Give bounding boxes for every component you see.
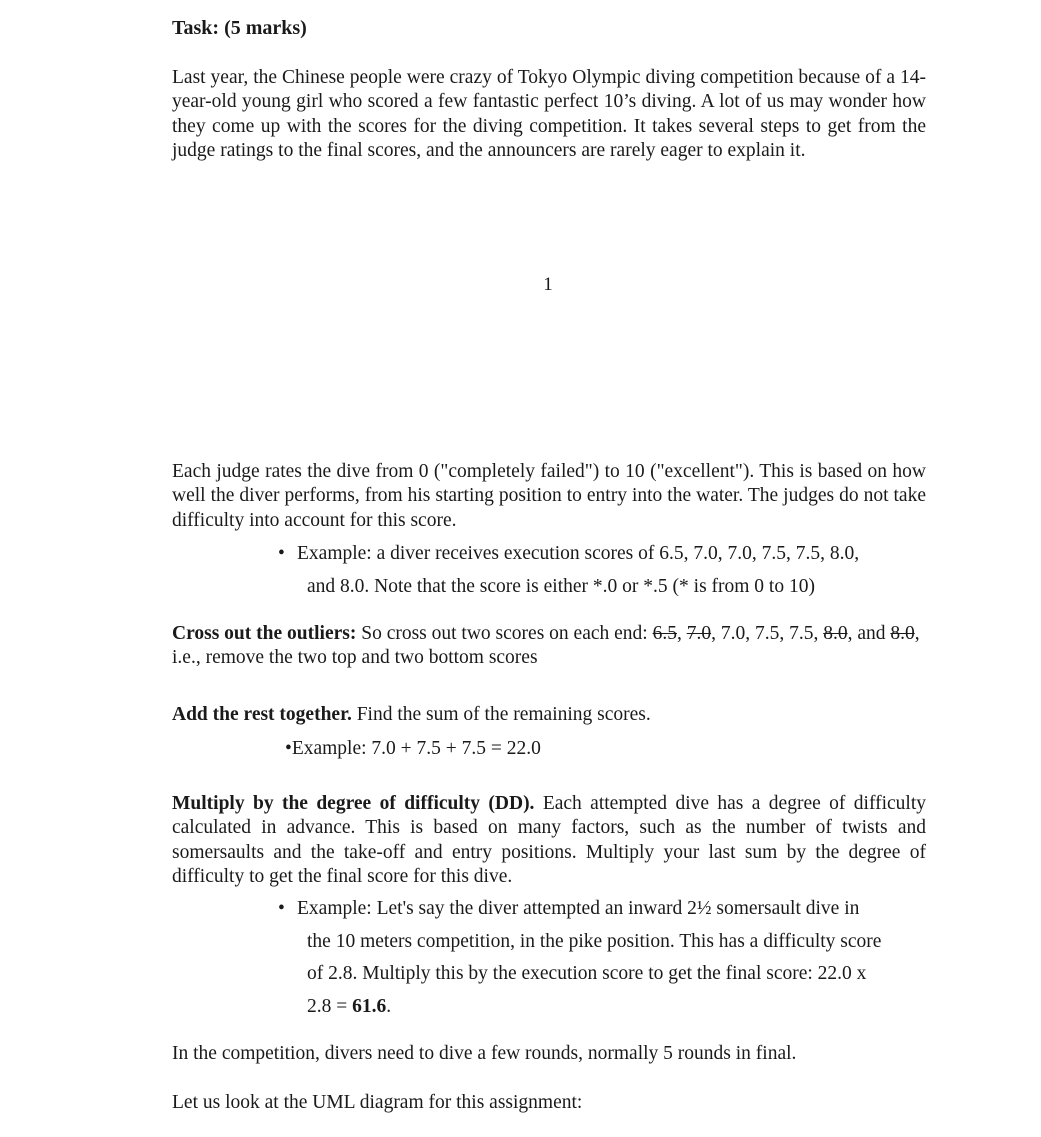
cross-out-tail: , i.e., remove the two top and two bottom scores (172, 623, 920, 669)
execution-example-line-2: and 8.0. Note that the score is either *.0 or *.5 (* is from 0 to 10) (307, 575, 815, 597)
bullet-dot: • (278, 898, 285, 919)
sum-example-bullet: •Example: 7.0 + 7.5 + 7.5 = 22.0 (285, 738, 541, 759)
add-text: Find the sum of the remaining scores. (351, 704, 651, 725)
difficulty-example-line-2: the 10 meters competition, in the pike position. This has a difficulty score (307, 930, 882, 952)
add-paragraph (172, 703, 926, 727)
final-score-period: . (386, 995, 392, 1017)
cross-out-heading: Cross out the outliers: (172, 623, 357, 644)
judge-rating-paragraph: Each judge rates the dive from 0 ("completely failed") to 10 ("excellent"). This is based on how well the diver performs, from his starting position to entry into the water. The judges do not take difficulty into account for this score. (172, 461, 926, 531)
multiply-paragraph (172, 792, 926, 889)
execution-example-bullet (272, 538, 912, 603)
cross-out-remaining: , 7.0, 7.5, 7.5, (711, 623, 824, 644)
difficulty-example-line-1: Example: Let's say the diver attempted an inward 2½ somersault dive in (297, 898, 860, 919)
final-score-expression: 2.8 = (307, 995, 353, 1017)
struck-score-1: 6.5 (652, 623, 677, 644)
bullet-dot: • (278, 543, 285, 564)
difficulty-example-line-4 (307, 991, 932, 1024)
multiply-heading: Multiply by the degree of difficulty (DD). (172, 793, 535, 814)
struck-score-2: 7.0 (686, 623, 712, 644)
cross-out-lead: So cross out two scores on each end: (356, 623, 653, 644)
execution-example-line-1: Example: a diver receives execution scores of 6.5, 7.0, 7.0, 7.5, 7.5, 8.0, (297, 543, 860, 564)
intro-paragraph: Last year, the Chinese people were crazy of Tokyo Olympic diving competition because of a 14-year-old young girl who scored a few fantastic perfect 10’s diving. A lot of us may wonder how they come up with the scores for the diving competition. It takes several steps to get from the judge ratings to the final scores, and the announcers are rarely eager to explain it. (172, 67, 926, 161)
add-heading: Add the rest together. (172, 704, 352, 725)
task-title: Task: (5 marks) (172, 17, 307, 39)
uml-intro-paragraph: Let us look at the UML diagram for this assignment: (172, 1092, 583, 1113)
difficulty-example-bullet (272, 893, 932, 1023)
difficulty-example-line-3: of 2.8. Multiply this by the execution score to get the final score: 22.0 x (307, 963, 867, 984)
cross-out-paragraph (172, 622, 926, 671)
rounds-paragraph: In the competition, divers need to dive a few rounds, normally 5 rounds in final. (172, 1043, 797, 1064)
cross-out-and: , and (847, 623, 891, 644)
cross-out-sep: , (676, 623, 687, 644)
page-number: 1 (543, 274, 553, 295)
multiply-text: Each attempted dive has a degree of difficulty calculated in advance. This is based on many factors, such as the number of twists and somersaults and the take-off and entry positions. Multiply your last sum by the degree of difficulty to get the final score for this dive. (172, 793, 926, 887)
struck-score-3: 8.0 (823, 623, 848, 644)
final-score-value: 61.6 (352, 995, 387, 1017)
struck-score-4: 8.0 (890, 623, 915, 644)
